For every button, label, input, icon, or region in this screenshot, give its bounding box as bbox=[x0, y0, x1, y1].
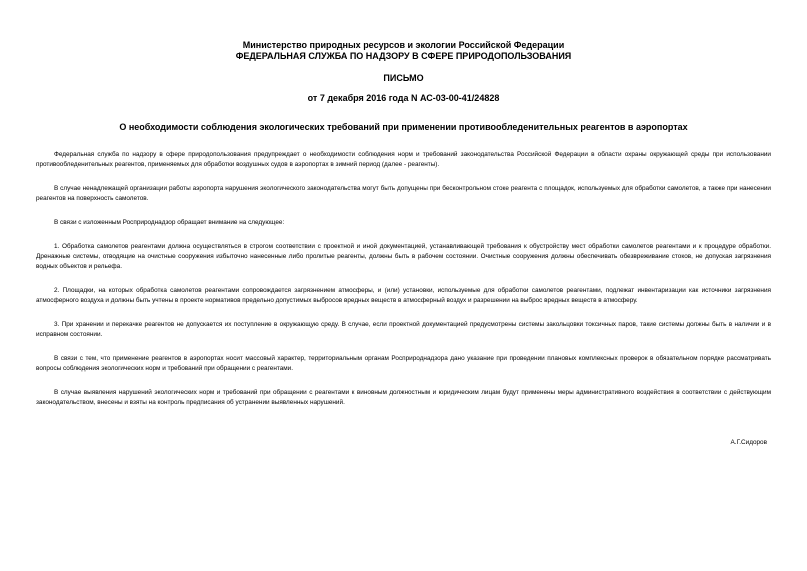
document-subject: О необходимости соблюдения экологических требований при применении противообледенительных реагентов в аэропортах bbox=[119, 122, 688, 132]
ministry-name: Министерство природных ресурсов и экологии Российской Федерации bbox=[242, 40, 565, 50]
document-date-number: от 7 декабря 2016 года N АС-03-00-41/24828 bbox=[307, 93, 500, 103]
document-body bbox=[36, 150, 771, 408]
paragraph: 2. Площадки, на которых обработка самолетов реагентами сопровождается загрязнением атмосферы, и (или) установки, используемые для обработки самолетов реагентами, подлежат инвентаризации как источники загрязнения атмосферного воздуха и должны быть учтены в проекте нормативов предельно допустимых выбросов вредных веществ в атмосферный воздух и разрешении на выброс вредных веществ в атмосферу. bbox=[36, 287, 771, 304]
paragraph: В случае выявления нарушений экологических норм и требований при обращении с реагентами к виновным должностным и юридическим лицам будут применены меры административного воздействия в соответствии с действующим законодательством, внесены и взяты на контроль предписания об устранении выявленных нарушений. bbox=[36, 389, 771, 406]
document-type: ПИСЬМО bbox=[383, 73, 424, 83]
paragraph: В связи с тем, что применение реагентов в аэропортах носит массовый характер, территориальным органам Росприроднадзора дано указание при проведении плановых комплексных проверок в обязательном порядке рассматривать вопросы соблюдения экологических норм и требований при обращении с реагентами. bbox=[36, 355, 771, 372]
signature: А.Г.Сидоров bbox=[730, 439, 767, 446]
service-name: ФЕДЕРАЛЬНАЯ СЛУЖБА ПО НАДЗОРУ В СФЕРЕ ПРИРОДОПОЛЬЗОВАНИЯ bbox=[235, 51, 572, 61]
paragraph: 3. При хранении и перекачке реагентов не допускается их поступление в окружающую среду. В случае, если проектной документацией предусмотрены системы закольцовки токсичных паров, такие системы должны быть в наличии и в исправном состоянии. bbox=[36, 321, 771, 338]
paragraph: Федеральная служба по надзору в сфере природопользования предупреждает о необходимости соблюдения норм и требований законодательства Российской Федерации в области охраны окружающей среды при использовании противообледенительных реагентов, применяемых для обработки воздушных судов в аэропортах в зимний период (далее - реагенты). bbox=[36, 151, 771, 168]
paragraph: В случае ненадлежащей организации работы аэропорта нарушения экологического законодательства могут быть допущены при бесконтрольном стоке реагента с площадок, используемых для обработки самолетов, а также при нанесении реагентов на поверхность самолетов. bbox=[36, 185, 771, 202]
paragraph: 1. Обработка самолетов реагентами должна осуществляться в строгом соответствии с проектной и иной документацией, устанавливающей требования к обустройству мест обработки самолетов реагентами и к процедуре обработки. Дренажные системы, отводящие на очистные сооружения избыточно нанесенные либо пролитые реагенты, должны быть в рабочем состоянии. Очистные сооружения должны обеспечивать обезвреживание стоков, не допуская загрязнения водных объектов и рельефа. bbox=[36, 243, 771, 270]
paragraph: В связи с изложенным Росприроднадзор обращает внимание на следующее: bbox=[54, 219, 285, 226]
